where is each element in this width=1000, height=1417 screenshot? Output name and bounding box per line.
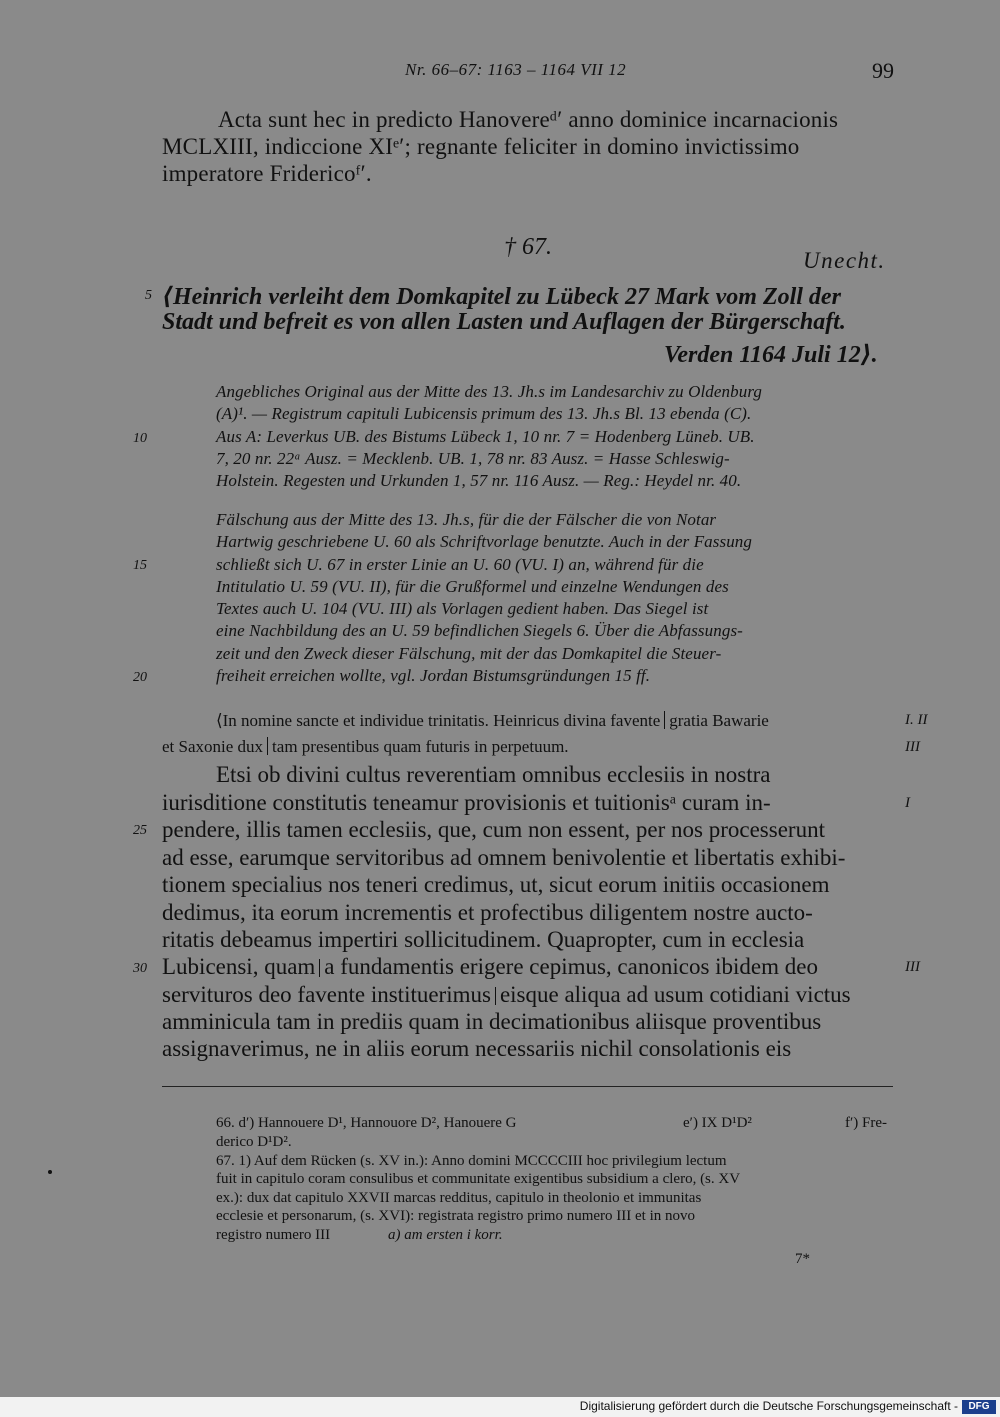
authenticity-status: Unecht. xyxy=(803,248,886,273)
tradition-line-4: 7, 20 nr. 22ᵃ Ausz. = Mecklenb. UB. 1, 78 nr. 83 Ausz. = Hasse Schleswig- xyxy=(216,449,730,468)
footnote-67-4: ecclesie et personarum, (s. XVI): registrata registro primo numero III et in novo xyxy=(216,1208,696,1224)
commentary-line-2: Hartwig geschriebene U. 60 als Schriftvorlage benutzte. Auch in der Fassung xyxy=(216,532,753,551)
tradition-line-2: (A)¹. — Registrum capituli Lubicensis primum des 13. Jh.s Bl. 13 ebenda (C). xyxy=(216,404,752,423)
line-number-10: 10 xyxy=(133,431,147,446)
tradition-line-1: Angebliches Original aus der Mitte des 13. Jh.s im Landesarchiv zu Oldenburg xyxy=(216,382,763,401)
bar-divider xyxy=(267,737,268,755)
text-line-11: assignaverimus, ne in aliis eorum necessariis nichil consolationis eis xyxy=(162,1036,792,1061)
page-number: 99 xyxy=(872,58,894,83)
line-number-30: 30 xyxy=(133,961,147,976)
sidenote-vu-3: I xyxy=(905,795,910,811)
doc66-line-3: imperatore Fridericoᶠ′. xyxy=(162,161,372,186)
incipit-line-2 xyxy=(162,737,569,757)
document-number: † 67. xyxy=(504,234,552,260)
text-8b: a fundamentis erigere cepimus, canonicos ibidem deo xyxy=(324,954,818,979)
line-number-20: 20 xyxy=(133,670,147,685)
margin-dot xyxy=(48,1170,52,1174)
text-line-6: dedimus, ita eorum incrementis et profectibus diligentem nostre aucto- xyxy=(162,900,813,925)
regest-line-2: Stadt und befreit es von allen Lasten und Auflagen der Bürgerschaft. xyxy=(162,309,846,335)
footnote-66-d: derico D¹D². xyxy=(216,1134,292,1150)
sidenote-vu-1: I. II xyxy=(905,712,928,728)
line-number-5: 5 xyxy=(145,288,152,303)
footnote-divider xyxy=(162,1086,893,1087)
footnote-66-b: e′) IX D¹D² xyxy=(683,1115,752,1131)
bar-divider xyxy=(664,711,665,729)
commentary-line-4: Intitulatio U. 59 (VU. II), für die Grußformel und einzelne Wendungen des xyxy=(216,577,729,596)
dfg-logo: DFG xyxy=(962,1400,996,1414)
incipit-text-2b: tam presentibus quam futuris in perpetuum. xyxy=(272,737,569,756)
text-line-1: Etsi ob divini cultus reverentiam omnibus ecclesiis in nostra xyxy=(216,762,771,787)
commentary-line-6: eine Nachbildung des an U. 59 befindlichen Siegels 6. Über die Abfassungs- xyxy=(216,621,743,640)
doc66-line-2: MCLXIII, indiccione XIᵉ′; regnante feliciter in domino invictissimo xyxy=(162,134,800,159)
sheet-signature: 7* xyxy=(795,1251,810,1267)
regest-line-3: Verden 1164 Juli 12⟩. xyxy=(664,342,878,368)
running-title: Nr. 66–67: 1163 – 1164 VII 12 xyxy=(405,60,627,79)
line-number-15: 15 xyxy=(133,558,147,573)
line-number-25: 25 xyxy=(133,823,147,838)
footnote-66-c: f′) Fre- xyxy=(845,1115,888,1131)
bar-divider xyxy=(495,987,496,1005)
footnote-67-2: fuit in capitulo coram consulibus et communitate exigentibus subsidium a clero, (s. XV xyxy=(216,1171,741,1187)
footer-credit: Digitalisierung gefördert durch die Deutsche Forschungsgemeinschaft - xyxy=(579,1399,958,1413)
footnote-67-1: 67. 1) Auf dem Rücken (s. XV in.): Anno domini MCCCCIII hoc privilegium lectum xyxy=(216,1153,727,1169)
text-8a: Lubicensi, quam xyxy=(162,954,316,979)
incipit-text-1a: ⟨In nomine sancte et individue trinitatis. Heinricus divina favente xyxy=(216,711,661,730)
text-line-4: ad esse, earumque servitoribus ad omnem benivolentie et libertatis exhibi- xyxy=(162,845,846,870)
incipit-text-2a: et Saxonie dux xyxy=(162,737,264,756)
tradition-line-3: Aus A: Leverkus UB. des Bistums Lübeck 1, 10 nr. 7 = Hodenberg Lüneb. UB. xyxy=(216,427,755,446)
commentary-line-8: freiheit erreichen wollte, vgl. Jordan Bistumsgründungen 15 ff. xyxy=(216,666,651,685)
sidenote-vu-2: III xyxy=(905,739,920,755)
regest-line-1: ⟨Heinrich verleiht dem Domkapitel zu Lübeck 27 Mark vom Zoll der xyxy=(162,284,841,310)
text-9a: servituros deo favente instituerimus xyxy=(162,982,491,1007)
bar-divider xyxy=(319,959,320,977)
text-line-5: tionem specialius nos teneri credimus, ut, sicut eorum initiis occasionem xyxy=(162,872,830,897)
footnote-67-6: a) am ersten i korr. xyxy=(388,1227,503,1243)
commentary-line-7: zeit und den Zweck dieser Fälschung, mit der das Domkapitel die Steuer- xyxy=(216,644,722,663)
footnote-67-5: registro numero III xyxy=(216,1227,331,1243)
text-line-3: pendere, illis tamen ecclesiis, que, cum non essent, per nos processerunt xyxy=(162,817,825,842)
commentary-line-1: Fälschung aus der Mitte des 13. Jh.s, für die der Fälscher die von Notar xyxy=(216,510,717,529)
text-line-10: amminicula tam in prediis quam in decimationibus aliisque proventibus xyxy=(162,1009,822,1034)
sidenote-vu-4: III xyxy=(905,959,920,975)
text-line-7: ritatis debeamus impertiri sollicitudinem. Quapropter, cum in ecclesia xyxy=(162,927,805,952)
text-line-8 xyxy=(162,954,818,980)
incipit-text-1b: gratia Bawarie xyxy=(669,711,769,730)
incipit-line-1 xyxy=(216,711,769,731)
footnote-66-a: 66. d′) Hannouere D¹, Hannouore D², Hanouere G xyxy=(216,1115,517,1131)
text-line-9 xyxy=(162,982,851,1008)
text-line-2: iurisditione constitutis teneamur provisionis et tuitionisᵃ curam in- xyxy=(162,790,771,815)
commentary-line-5: Textes auch U. 104 (VU. III) als Vorlagen gedient haben. Das Siegel ist xyxy=(216,599,709,618)
commentary-line-3: schließt sich U. 67 in erster Linie an U. 60 (VU. I) an, während für die xyxy=(216,555,704,574)
doc66-line-1: Acta sunt hec in predicto Hanovereᵈ′ anno dominice incarnacionis xyxy=(218,107,839,132)
tradition-line-5: Holstein. Regesten und Urkunden 1, 57 nr. 116 Ausz. — Reg.: Heydel nr. 40. xyxy=(216,471,742,490)
text-9b: eisque aliqua ad usum cotidiani victus xyxy=(499,982,851,1007)
footnote-67-3: ex.): dux dat capitulo XXVII marcas redditus, capitulo in theolonio et immunitas xyxy=(216,1190,702,1206)
